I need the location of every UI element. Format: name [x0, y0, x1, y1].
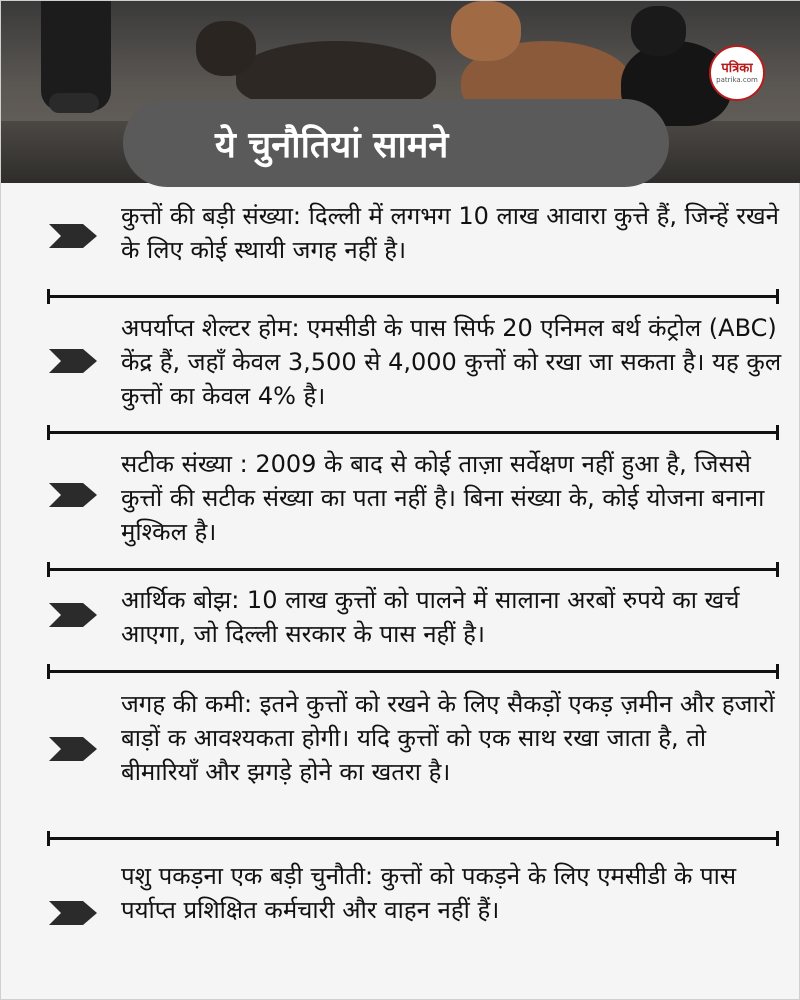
divider-1: [47, 295, 779, 298]
page-title: ये चुनौतियां सामने: [215, 124, 449, 166]
item-text: पशु पकड़ना एक बड़ी चुनौती: कुत्तों को पकड़ने के लिए एमसीडी के पास पर्याप्त प्रशिक्षित कर्मचारी और वाहन नहीं हैं।: [121, 862, 737, 924]
title-banner: [123, 99, 669, 187]
arrow-icon: [49, 603, 97, 627]
item-text: जगह की कमी: इतने कुत्तों को रखने के लिए सैकड़ों एकड़ ज़मीन और हजारों बाड़ों क आवश्यकता होगी। यदि कुत्तों को एक साथ रखा जाता है, तो बीमारियाँ और झगड़े होने का खतरा है।: [121, 690, 775, 786]
divider-2: [47, 431, 779, 434]
divider-4: [47, 670, 779, 673]
person-foot: [49, 93, 99, 113]
item-text: कुत्तों की बड़ी संख्या: दिल्ली में लगभग 10 लाख आवारा कुत्ते हैं, जिन्हें रखने के लिए कोई स्थायी जगह नहीं है।: [121, 202, 779, 264]
arrow-icon: [49, 483, 97, 507]
logo-text: पत्रिका: [721, 60, 753, 76]
divider-5: [47, 837, 779, 840]
arrow-icon: [49, 224, 97, 248]
item-text: आर्थिक बोझ: 10 लाख कुत्तों को पालने में सालाना अरबों रुपये का खर्च आएगा, जो दिल्ली सरकार के पास नहीं है।: [121, 586, 740, 648]
logo-subtext: patrika.com: [716, 75, 758, 84]
patrika-logo: [709, 45, 765, 101]
item-text: सटीक संख्या : 2009 के बाद से कोई ताज़ा सर्वेक्षण नहीं हुआ है, जिससे कुत्तों की सटीक संख्या का पता नहीं है। बिना संख्या के, कोई योजना बनाना मुश्किल है।: [121, 450, 765, 546]
arrow-icon: [49, 737, 97, 761]
arrow-icon: [49, 349, 97, 373]
arrow-icon: [49, 901, 97, 925]
item-text: अपर्याप्त शेल्टर होम: एमसीडी के पास सिर्फ 20 एनिमल बर्थ कंट्रोल (ABC) केंद्र हैं, जहाँ केवल 3,500 से 4,000 कुत्तों को रखा जा सकता है। यह कुल कुत्तों का केवल 4% है।: [121, 314, 782, 410]
divider-3: [47, 568, 779, 571]
